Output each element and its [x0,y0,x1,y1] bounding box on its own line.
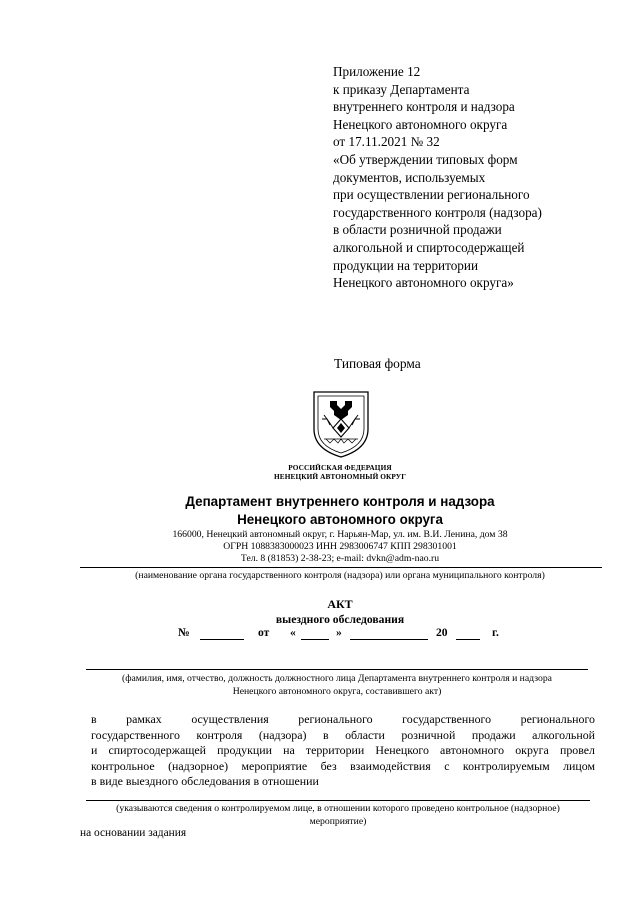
appendix-line: к приказу Департамента [333,81,470,97]
appendix-line: документов, используемых [333,169,486,185]
appendix-line: в области розничной продажи [333,222,502,238]
official-caption-line: Ненецкого автономного округа, составившего акт) [232,686,442,697]
appendix-block [333,63,623,292]
department-registration-ids: ОГРН 1088383000023 ИНН 2983006747 КПП 298301001 [223,541,457,552]
year-suffix: г. [492,626,499,639]
act-day-field[interactable] [301,639,329,640]
act-title: АКТ [327,597,353,611]
appendix-line: «Об утверждении типовых форм [333,151,518,167]
controlled-person-field[interactable] [86,800,590,801]
year-prefix: 20 [436,626,448,639]
org-caption: (наименование органа государственного контроля (надзора) или органа муниципального контроля) [135,570,545,581]
official-name-field[interactable] [86,669,588,670]
controlled-caption-line: (указываются сведения о контролируемом лице, в отношении которого проведено контрольное (надзорное) [116,803,560,814]
controlled-caption-line: мероприятие) [309,816,367,827]
form-type-label: Типовая форма [334,356,421,371]
from-label: от [258,626,270,639]
act-month-field[interactable] [350,639,428,640]
department-address: 166000, Ненецкий автономный округ, г. Нарьян-Мар, ул. им. В.И. Ленина, дом 38 [172,529,508,540]
open-quote: « [290,626,296,639]
body-line: и спиртосодержащей продукции на территории Ненецкого автономного округа провел [91,743,595,758]
basis-label: на основании задания [80,827,187,839]
official-caption-line: (фамилия, имя, отчество, должность должностного лица Департамента внутреннего контроля и надзора [122,673,552,684]
country-name: РОССИЙСКАЯ ФЕДЕРАЦИЯ [288,463,392,472]
body-line: в рамках осуществления регионального государственного регионального [91,712,595,726]
body-line: контрольное (надзорное) мероприятие без взаимодействия с контролируемым лицом [91,758,595,773]
appendix-line: алкогольной и спиртосодержащей [333,239,525,255]
official-caption [86,672,588,698]
body-paragraph [91,712,595,790]
department-contacts: Тел. 8 (81853) 2-38-23; e-mail: dvkn@adm-nao.ru [240,553,440,564]
appendix-line: продукции на территории [333,257,479,273]
coat-of-arms-icon [310,389,372,459]
appendix-line: от 17.11.2021 № 32 [333,134,440,150]
body-line: в виде выездного обследования в отношении [91,774,319,789]
act-number-date-line [170,626,510,644]
controlled-caption [80,802,596,828]
act-year-field[interactable] [456,639,480,640]
department-title: Департамент внутреннего контроля и надзора [185,494,495,509]
appendix-line: Ненецкого автономного округа» [333,275,514,291]
appendix-line: внутреннего контроля и надзора [333,99,515,115]
number-label: № [178,626,190,639]
body-line: государственного контроля (надзора) в области розничной продажи алкогольной [91,727,595,742]
close-quote: » [336,626,342,639]
appendix-line: Приложение 12 [333,64,421,79]
department-title-line2: Ненецкого автономного округа [237,512,443,527]
act-number-field[interactable] [200,639,244,640]
region-name: НЕНЕЦКИЙ АВТОНОМНЫЙ ОКРУГ [273,472,407,481]
org-divider [80,567,602,568]
appendix-line: государственного контроля (надзора) [333,204,542,220]
appendix-line: при осуществлении регионального [333,187,530,203]
appendix-line: Ненецкого автономного округа [333,116,508,132]
act-subtitle: выездного обследования [275,613,405,626]
